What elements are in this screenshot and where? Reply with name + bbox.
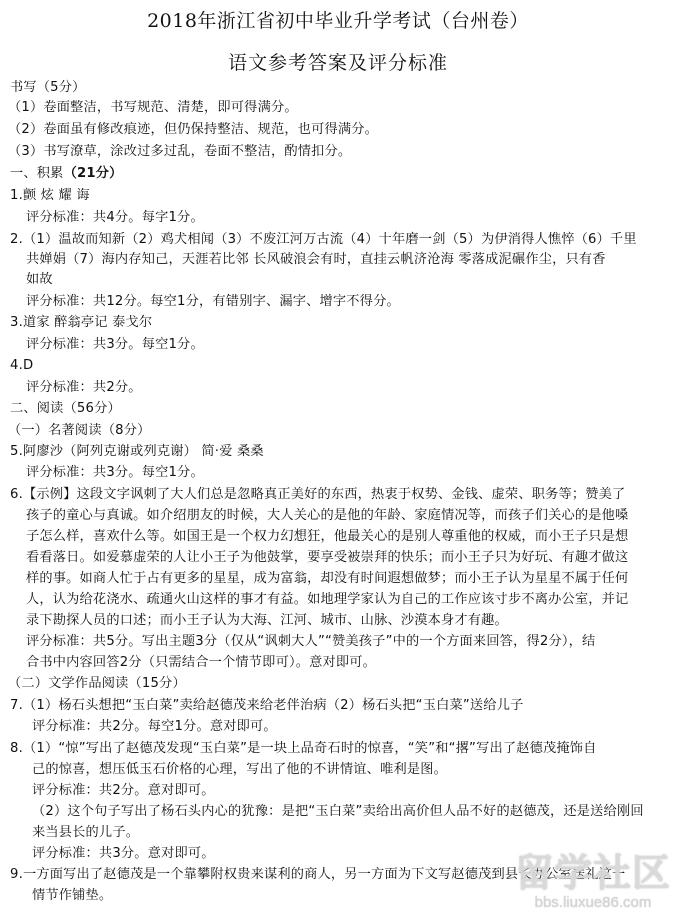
q6-answer-line-1: 6.【示例】这段文字讽刺了大人们总是忽略真正美好的东西，热衷于权势、金钱、虚荣、职务等；赞美了 (10, 487, 626, 502)
section1-heading (10, 165, 122, 182)
q6-answer-line-3: 子怎么样，喜欢什么等。如国王是一个权力幻想狂，他最关心的是别人尊重他的权威，而小王子只是想 (26, 529, 629, 544)
q9-answer-line-1: 9.一方面写出了赵德茂是一个靠攀附权贵来谋利的商人，另一方面为下文写赵德茂到县长办公室送礼这一 (10, 867, 626, 882)
q1-criteria: 评分标准：共4分。每字1分。 (26, 210, 204, 225)
q8-sub1-criteria: 评分标准：共2分。意对即可。 (32, 783, 215, 798)
q8-sub1-line-1: 8.（1）“惊”写出了赵德茂发现“玉白菜”是一块上品奇石时的惊喜，“笑”和“撂”写出了赵德茂掩饰自 (10, 741, 597, 756)
watermark-logo: 留学社区 (514, 851, 671, 895)
q8-sub1-line-2: 己的惊喜，想压低玉石价格的心理，写出了他的不讲情谊、唯利是图。 (32, 762, 448, 777)
q6-answer-line-6: 人，认为给花浇水、疏通火山这样的事才有益。如地理学家认为自己的工作应该寸步不离办公室，并记 (26, 592, 629, 607)
exam-subtitle: 语文参考答案及评分标准 (227, 52, 448, 74)
q3-answer: 3.道家 醉翁亭记 泰戈尔 (10, 315, 153, 330)
q8-sub2-line-2: 来当县长的儿子。 (32, 825, 140, 840)
section2-heading: 二、阅读（56分） (10, 401, 121, 416)
writing-item-3: （3）书写潦草，涂改过多过乱，卷面不整洁，酌情扣分。 (8, 144, 352, 159)
part1-heading: （一）名著阅读（8分） (8, 423, 151, 438)
watermark (510, 852, 676, 918)
q6-criteria-line-2: 合书中内容回答2分（只需结合一个情节即可）。意对即可。 (26, 655, 377, 670)
watermark-site: bbs.liuxue86.com (534, 894, 652, 911)
q1-answer: 1.颤 炫 耀 诲 (10, 188, 90, 203)
writing-heading: 书写（5分） (10, 80, 86, 95)
q3-criteria: 评分标准：共3分。每空1分。 (26, 337, 204, 352)
q2-answer-line-2: 共婵娟（7）海内存知己，天涯若比邻 长风破浪会有时，直挂云帆济沧海 零落成泥碾作尘，只有香 (26, 252, 606, 267)
q4-criteria: 评分标准：共2分。 (26, 380, 142, 395)
section1-heading-label: 一、积累 (10, 166, 64, 181)
q6-answer-line-4: 看看落日。如爱慕虚荣的人让小王子为他鼓掌，要享受被崇拜的快乐；而小王子只为好玩、有趣才做这 (26, 550, 629, 565)
q2-criteria: 评分标准：共12分。每空1分，有错别字、漏字、增字不得分。 (26, 294, 400, 309)
q7-answer: 7.（1）杨石头想把“玉白菜”卖给赵德茂来给老伴治病（2）杨石头把“玉白菜”送给儿子 (10, 698, 524, 713)
q2-answer-line-3: 如故 (26, 272, 53, 287)
q8-sub2-line-1: （2）这个句子写出了杨石头内心的犹豫：是把“玉白菜”卖给出高价但人品不好的赵德茂，还是送给刚回 (32, 804, 644, 819)
q5-criteria: 评分标准：共3分。每空1分。 (26, 465, 204, 480)
q6-answer-line-7: 录下勘探人员的口述；而小王子认为大海、江河、城市、山脉、沙漠本身才有趣。 (26, 613, 508, 628)
q6-answer-line-5: 样的事。如商人忙于占有更多的星星，成为富翁，却没有时间遐想做梦；而小王子认为星星不属于任何 (26, 571, 629, 586)
section1-heading-score: （21分） (63, 166, 123, 181)
writing-item-2: （2）卷面虽有修改痕迹，但仍保持整洁、规范，也可得满分。 (8, 122, 379, 137)
q8-sub2-criteria: 评分标准：共3分。意对即可。 (32, 846, 215, 861)
q6-criteria-line-1: 评分标准：共5分。写出主题3分（仅从“讽刺大人”“赞美孩子”中的一个方面来回答，得2分），结 (26, 634, 596, 649)
exam-title: 2018年浙江省初中毕业升学考试（台州卷） (147, 10, 529, 32)
part2-heading: （二）文学作品阅读（15分） (8, 676, 186, 691)
q4-answer: 4.D (10, 358, 34, 373)
q9-answer-line-2: 情节作铺垫。 (32, 888, 113, 903)
q2-answer-line-1: 2.（1）温故而知新（2）鸡犬相闻（3）不废江河万古流（4）十年磨一剑（5）为伊消得人憔悴（6）千里 (10, 232, 637, 247)
writing-item-1: （1）卷面整洁，书写规范、清楚，即可得满分。 (8, 100, 298, 115)
q6-answer-line-2: 孩子的童心与真诚。如介绍朋友的时候，大人关心的是他的年龄、家庭情况等，而孩子们关心的是他嗓 (26, 508, 629, 523)
q7-criteria: 评分标准：共2分。每空1分。意对即可。 (32, 719, 277, 734)
q5-answer: 5.阿廖沙（阿列克谢或列克谢） 简·爱 桑桑 (10, 444, 264, 459)
